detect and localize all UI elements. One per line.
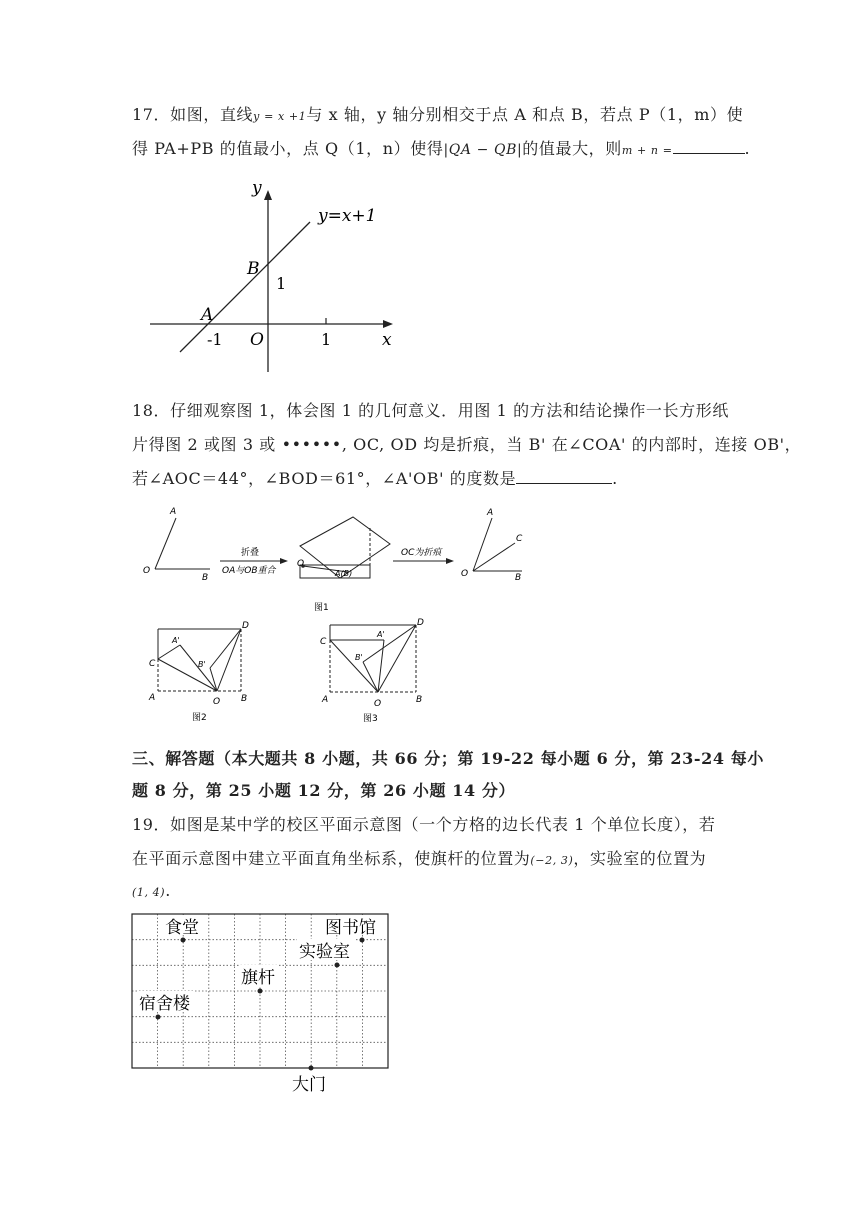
fig1-mid-label-o: O	[297, 559, 305, 569]
fig1-right-label-a: A	[487, 508, 494, 518]
canteen-point	[181, 938, 186, 943]
q18-text-2: 片得图 2 或图 3 或 ••••••, OC, OD 均是折痕，当 B' 在∠COA' 的内部时，连接 OB'，	[132, 435, 802, 454]
q17-text-a: 17．如图，直线	[132, 105, 254, 124]
fig3-label-c: C	[320, 637, 327, 647]
q19-lab-coordinate: (1, 4)	[132, 886, 166, 899]
fig2-label-b-prime: B'	[198, 660, 206, 669]
fig1-label-o: O	[143, 566, 151, 576]
fig2-label-a: A	[149, 693, 156, 703]
flagpole-point	[258, 989, 263, 994]
fig3-label-a-prime: A'	[377, 630, 385, 639]
fig3-label-b-prime: B'	[355, 653, 363, 662]
x-axis-label: x	[382, 330, 392, 350]
line-label: y=x+1	[318, 206, 377, 226]
q18-text-1: 18．仔细观察图 1，体会图 1 的几何意义．用图 1 的方法和结论操作一长方形纸	[132, 401, 729, 420]
q17-sum-expression: m + n =	[621, 144, 673, 157]
fig2-label-a-prime: A'	[172, 636, 180, 645]
library-point	[360, 938, 365, 943]
y-axis-label: y	[252, 178, 262, 198]
gate-label: 大门	[292, 1075, 326, 1095]
fig2-label-b: B	[241, 694, 248, 704]
gate-point	[309, 1066, 314, 1071]
section-3-text-1: 三、解答题（本大题共 8 小题，共 66 分；第 19-22 每小题 6 分，第 23-24 每小	[132, 749, 764, 768]
origin-label: O	[250, 330, 264, 350]
library-label: 图书馆	[325, 918, 376, 938]
fig1-label-ab: A(B)	[335, 569, 353, 578]
q18-period: .	[612, 469, 618, 488]
q19-flag-coordinate: (−2, 3)	[530, 854, 574, 867]
fig1-right-label-o: O	[461, 569, 469, 579]
lab-point	[335, 963, 340, 968]
q19-text-1: 19．如图是某中学的校区平面示意图（一个方格的边长代表 1 个单位长度），若	[132, 815, 716, 834]
lab-label: 实验室	[299, 942, 350, 962]
q19-text-2: 在平面示意图中建立平面直角坐标系，使旗杆的位置为	[132, 849, 531, 868]
q18-text-3: 若∠AOC＝44°，∠BOD＝61°，∠A'OB' 的度数是	[132, 469, 517, 488]
q17-period: .	[744, 139, 751, 158]
fig2-label-d: D	[242, 621, 249, 631]
flagpole-label: 旗杆	[241, 968, 275, 988]
q19-text-3: ，实验室的位置为	[573, 849, 707, 868]
q17-text-c: 得 PA+PB 的值最小，点 Q（1，n）使得	[132, 139, 444, 158]
arrow-fold-sublabel: OA与OB重合	[222, 566, 276, 576]
x-tick-neg1-label: -1	[207, 330, 223, 349]
fig1-right-label-c: C	[516, 534, 523, 544]
fig1-caption: 图1	[314, 603, 329, 613]
x-tick-1-label: 1	[321, 330, 332, 349]
q19-period: .	[165, 881, 171, 900]
fig3-label-a: A	[322, 695, 329, 705]
arrow-fold-label: 折叠	[241, 548, 260, 558]
fig3-label-o: O	[374, 699, 382, 709]
dorm-point	[156, 1015, 161, 1020]
q17-text-d: 的值最大，则	[522, 139, 622, 158]
fig1-right-label-b: B	[515, 573, 522, 583]
y-tick-1-label: 1	[276, 274, 287, 293]
section-3-text-2: 题 8 分，第 25 小题 12 分，第 26 小题 14 分）	[132, 781, 516, 800]
point-a-label: A	[201, 305, 214, 325]
point-b-label: B	[247, 259, 260, 279]
fig3-label-d: D	[417, 618, 424, 628]
q17-text-b: 与 x 轴，y 轴分别相交于点 A 和点 B，若点 P（1，m）使	[306, 105, 744, 124]
q17-abs-expression: |QA − QB|	[443, 142, 523, 158]
fig1-label-b: B	[202, 573, 209, 583]
dorm-label: 宿舍楼	[139, 994, 190, 1014]
fig2-label-o: O	[213, 697, 221, 707]
arrow-crease-label: OC为折痕	[401, 548, 442, 558]
fig2-caption: 图2	[192, 713, 207, 723]
fig2-label-c: C	[149, 659, 156, 669]
fig3-label-b: B	[416, 695, 423, 705]
fig3-caption: 图3	[363, 714, 378, 724]
fig1-label-a: A	[170, 507, 177, 517]
q17-line-equation: y = x +1	[253, 110, 307, 123]
canteen-label: 食堂	[165, 918, 199, 938]
